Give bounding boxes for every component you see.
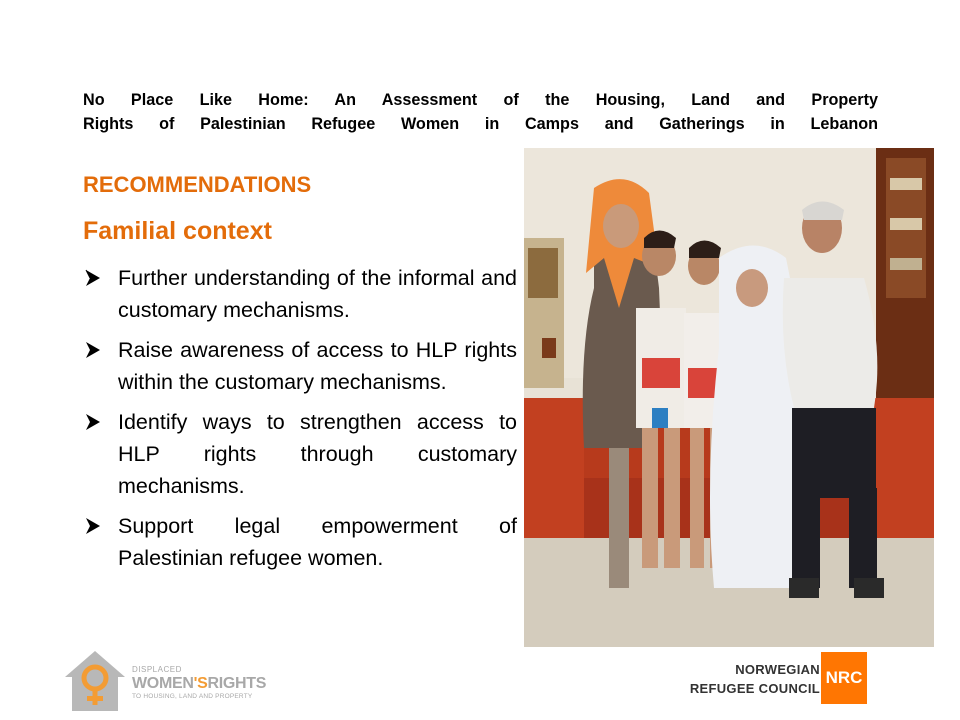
list-item-text: Support legal empowerment of Palestinian refugee women. — [118, 514, 517, 570]
list-item — [83, 510, 517, 574]
family-photo — [524, 148, 934, 647]
list-item-text: Identify ways to strengthen access to HLP rights through customary mechanisms. — [118, 410, 517, 498]
section-heading: RECOMMENDATIONS — [83, 172, 312, 197]
list-item — [83, 262, 517, 326]
logo-text — [132, 665, 266, 702]
list-item — [83, 334, 517, 398]
slide-title-line-2: Rights of Palestinian Refugee Women in Camps and Gatherings in Lebanon — [83, 115, 878, 133]
list-item-text: Raise awareness of access to HLP rights within the customary mechanisms. — [118, 338, 517, 394]
slide-title — [83, 88, 878, 136]
logo-text-rights: RIGHTS — [207, 675, 267, 692]
list-item-text: Further understanding of the informal and customary mechanisms. — [118, 266, 517, 322]
arrow-bullet-icon — [83, 406, 109, 438]
list-item — [83, 406, 517, 502]
logo-text-line-1: DISPLACED — [132, 665, 182, 674]
family-photo-illustration — [524, 148, 934, 647]
logo-text-apostrophe: 'S — [193, 675, 208, 692]
nrc-logo-line-1: NORWEGIAN — [735, 662, 820, 677]
logo-text-women: WOMEN — [132, 675, 194, 692]
arrow-bullet-icon — [83, 334, 109, 366]
nrc-badge: NRC — [821, 652, 867, 704]
house-female-symbol-icon — [60, 645, 130, 715]
arrow-bullet-icon — [83, 262, 109, 294]
nrc-logo — [680, 652, 952, 710]
logo-text-line-3: TO HOUSING, LAND AND PROPERTY — [132, 693, 253, 700]
slide-title-line-1: No Place Like Home: An Assessment of the Housing, Land and Property — [83, 91, 878, 109]
recommendation-list — [83, 262, 517, 582]
arrow-bullet-icon — [83, 510, 109, 542]
displaced-womens-rights-logo — [60, 645, 275, 715]
nrc-logo-line-2: REFUGEE COUNCIL — [689, 681, 820, 696]
nrc-logo-text — [680, 660, 820, 698]
subsection-heading: Familial context — [83, 217, 272, 245]
logo-text-line-2 — [132, 675, 266, 692]
